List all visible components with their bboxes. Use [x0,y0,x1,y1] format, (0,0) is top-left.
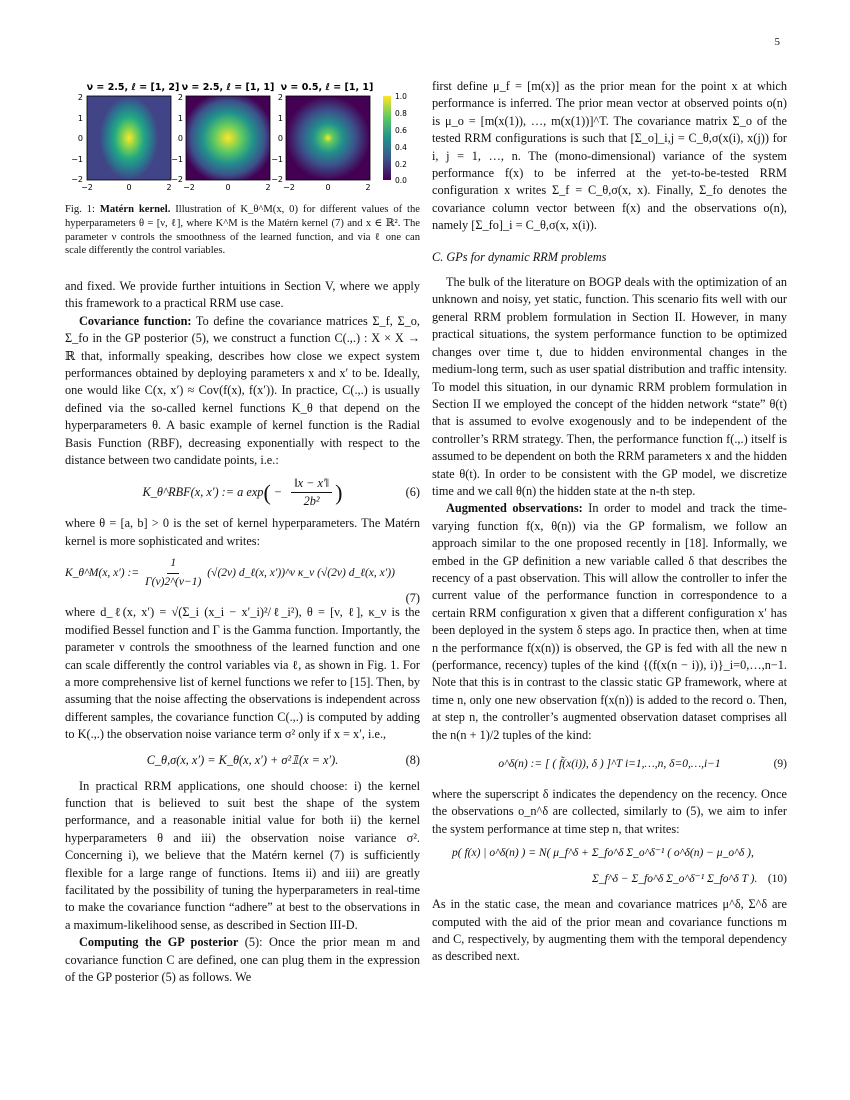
eq6-numerator: ‖x − x′‖ [291,475,332,493]
eq10-line-1: p( f(x) | o^δ(n) ) = N( μ_f^δ + Σ_fo^δ Σ_o^δ⁻¹ ( o^δ(n) − μ_o^δ ), [452,846,754,859]
p2-ytick: −1 [171,155,183,164]
p3-ytick: −2 [271,175,283,184]
colorbar-tick: 0.8 [395,109,407,118]
paragraph: first define μ_f = [m(x)] as the prior mean for the point x at which performance is inferred. The prior mean vector at observed points o(n) is μ_o = [m(x(1)), …, m(x(1))]^T. The covariance matrix Σ_o of the tested RRM configurations is such that [Σ_o]_i,j = C_θ,σ(x(i), x(j)) for i, j = 1, …, n. The (mono-dimensional) variance of the system performance f(x) to be inferred at the yet-to-be-tested RRM configuration x writes Σ_f = C_θ,σ(x, x). Finally, Σ_fo denotes the covariance column vector between f(x) and the observations o(n), namely [Σ_fo]_i = C_θ,σ(x, x(i)). [432,79,787,233]
paragraph [65,313,420,470]
colorbar-tick: 0.6 [395,126,407,135]
eq6-number: (6) [405,484,420,499]
paragraph: where d_ℓ(x, x′) = √(Σ_i (x_i − x′_i)²/ℓ_i²), θ = [ν, ℓ], κ_ν is the modified Bessel function and Γ is the Gamma function. Importantly, the parameter ν controls the smoothness of the learned function and one can scale differently the control variables via ℓ, as shown in Fig. 1. For a more comprehensive list of kernel functions we refer to [15]. Then, by assuming that the noise affecting the observations is independent across different samples, the covariance function C(.,.) is computed by adding to K(.,.) the observation noise variance term σ² only if x = x′, i.e., [65,605,420,742]
eq7-rhs: (√(2ν) d_ℓ(x, x′))^ν κ_ν (√(2ν) d_ℓ(x, x′)) [207,566,395,579]
p2-xtick: 2 [265,183,271,192]
eq7-numerator: 1 [167,555,179,573]
paragraph: where the superscript δ indicates the dependency on the recency. Once the observations o_n^δ are collected, similarly to (5), we aim to infer the system performance at time step n, that writes: [432,787,787,836]
figure-caption [65,203,420,257]
p3-ytick: −1 [271,155,283,164]
panel-2-title: ν = 2.5, ℓ = [1, 1] [181,82,275,93]
panel-1-heatmap [87,96,171,180]
paragraph-text: In order to model and track the time-varying function f(x, θ(n)) via the GP formalism, we follow an approach similar to the one proposed recently in [18]. Informally, we embed in the GP definition a new variable called δ that describes the recency of a past observation. This will allow the controller to infer the current value of the performance function in correspondence to a certain RRM configuration x given that a different configuration x′ has been deployed in the system δ steps ago. In practice then, when at time n the performance f(x(n)) is observed, the GP is fed with all the new n (performance, recency) tuples of the kind {(f(x(n − i)), i)}_i=0,…,n−1. Note that this is in contrast to the classic static GP framework, where at time n, only one new observation f(x(n)) is added to the record o. Then, at step n, the controller’s augmented observation dataset comprises all the n(n + 1)/2 tuples of the kind: [432,501,787,742]
section-heading: Covariance function: [79,313,192,328]
eq7-number: (7) [405,591,420,606]
p3-ytick: 0 [277,134,283,143]
figure-1 [65,78,420,257]
matern-kernel-heatmaps [65,78,420,196]
colorbar [383,96,391,180]
eq9-number: (9) [773,758,787,771]
eq6-denominator: 2b² [303,493,320,508]
equation-9 [432,748,787,782]
equation-8 [65,748,420,774]
caption-title: Matérn kernel. [99,204,171,216]
p1-ytick: 2 [77,93,83,102]
panel-2-heatmap [186,96,270,180]
p2-xtick: 0 [225,183,231,192]
paragraph: where θ = [a, b] > 0 is the set of kernel hyperparameters. The Matérn kernel is more sophisticated and writes: [65,516,420,548]
equation-6: K_θ^RBF(x, x′) := a exp ( − $\frac{‖x - x'‖}{\text{2b²}}$ ) (6) [65,473,420,511]
eq8-body: C_θ,σ(x, x′) = K_θ(x, x′) + σ²𝟙(x = x′). [146,752,339,767]
p3-xtick: 2 [365,183,371,192]
equation-10 [432,842,787,864]
caption-text: Illustration of K_θ^M(x, 0) for different values of the hyperparameters θ = [ν, ℓ], where K^M is the Matérn kernel (7) and x ∈ ℝ². The parameter ν controls the smoothness of the learned function, and via ℓ one can scale differently the control variables. [65,204,420,257]
equation-7 [65,554,420,592]
section-heading: Computing the GP posterior [79,935,239,950]
equation-10-line-2 [432,868,787,890]
eq8-number: (8) [405,752,420,767]
paragraph [65,934,420,986]
panel-3-heatmap [286,96,370,180]
left-column [65,78,420,986]
p1-ytick: −2 [71,175,83,184]
colorbar-tick: 0.4 [395,143,407,152]
paragraph-text: To define the covariance matrices Σ_f, Σ_o, Σ_fo in the GP posterior (5), we construct a function C(.,.) : X × X → ℝ that, informally speaking, describes how close we expect system performances obtained by deploying parameters x and x′ to be. Ideally, one would like C(x, x′) ≈ Cov(f(x), f(x′)). In practice, C(.,.) is usually defined via the so-called kernel functions K_θ that depend on the hyperparameters θ. A basic example of kernel function is the Radial Basis Function (RBF), decreasing exponentially with respect to the distance between two candidate points, i.e.: [65,313,420,468]
p1-ytick: −1 [71,155,83,164]
panel-1-title: ν = 2.5, ℓ = [1, 2] [86,82,180,93]
p3-ytick: 2 [277,93,283,102]
p1-ytick: 1 [77,114,83,123]
p2-ytick: 2 [177,93,183,102]
p1-xtick: 0 [126,183,132,192]
colorbar-tick: 0.0 [395,176,407,185]
p1-xtick: 2 [166,183,172,192]
eq7-denominator: Γ(ν)2^(ν−1) [145,575,202,588]
caption-label: Fig. 1: [65,204,95,216]
paragraph: The bulk of the literature on BOGP deals with the optimization of an unknown and noisy, yet static, function. This scenario fits well with our general RRM problem formulation in Section II. However, in many practical situations, the system performance function to be optimized changes over time t, due to hidden environmental changes in the medium-long term, such as user spatial distribution and traffic intensity. To model this situation, in our dynamic RRM problem formulation in Section II we employed the concept of the hidden network “state” θ(t) that is assumed to evolve exogenously and to be independent of the controller’s RRM strategy. Then, the performance function f(.,.) itself is assumed to be dependent on both the RRM parameters x and the hidden state θ(t). In order to be consistent with the GP model, we discretize time and we call θ(n) the hidden state at the n-th step. [432,275,787,498]
eq7-lhs: K_θ^M(x, x′) := [65,566,140,579]
paragraph: In practical RRM applications, one should choose: i) the kernel function that is believed to suit best the shape of the system performance, and a reasonable initial value for both ii) the kernel hyperparameters θ and iii) the observation noise variance σ². Concerning i), we believe that the Matérn kernel (7) is sufficiently flexible for a large range of functions. Items ii) and iii) are greatly facilitated by the possibility of tuning the hyperparameters in real-time to make the covariance function “adhere” at best to the observations in a maximum-likelihood sense, as described in Section III-D. [65,778,420,932]
p1-xtick: −2 [81,183,93,192]
paragraph: and fixed. We provide further intuitions in Section V, where we apply this framework to a practical RRM use case. [65,279,420,311]
eq10-line-2: Σ_f^δ − Σ_fo^δ Σ_o^δ⁻¹ Σ_fo^δ T ). [592,872,758,885]
panel-3-title: ν = 0.5, ℓ = [1, 1] [280,82,374,93]
subsection-heading: C. GPs for dynamic RRM problems [432,249,607,264]
p3-xtick: −2 [283,183,295,192]
page-number: 5 [774,36,780,48]
colorbar-tick: 0.2 [395,160,407,169]
colorbar-tick: 1.0 [395,92,407,101]
p2-ytick: 0 [177,134,183,143]
eq9-body: o^δ(n) := [ ( f̃(x(i)), δ ) ]^T i=1,…,n, δ=0,…,i−1 [498,758,721,771]
p2-ytick: −2 [171,175,183,184]
paragraph-text: (5): Once the prior mean m and covariance function C are defined, one can plug them in the expression of the GP posterior (5) as follows. We [65,935,420,984]
p1-ytick: 0 [77,134,83,143]
p2-xtick: −2 [183,183,195,192]
eq6-lhs: K_θ^RBF(x, x′) := a exp [142,484,264,499]
eq10-number: (10) [767,872,787,885]
p3-ytick: 1 [277,114,283,123]
p3-xtick: 0 [325,183,331,192]
p2-ytick: 1 [177,114,183,123]
paragraph: As in the static case, the mean and covariance matrices μ^δ, Σ^δ are computed with the aid of the prior mean and covariance functions m and C, respectively, by augmenting them with the temporal dependency as described next. [432,897,787,964]
paragraph [432,500,787,744]
section-heading: Augmented observations: [446,501,583,516]
right-column [432,78,787,966]
